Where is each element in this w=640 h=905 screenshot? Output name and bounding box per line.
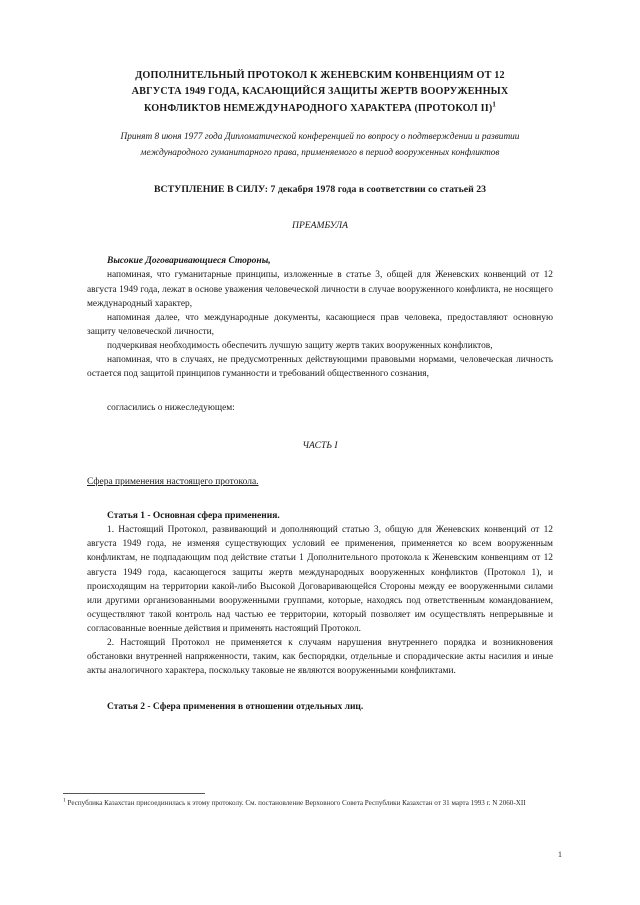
footnote-separator-rule <box>63 793 205 794</box>
article-1-heading: Статья 1 - Основная сфера применения. <box>107 511 280 522</box>
preamble-paragraph-4: напоминая, что в случаях, не предусмотренных действующими правовыми нормами, человеческая личность остается под защитой принципов гуманности и требований общественного сознания, <box>87 354 553 380</box>
preamble-paragraph-2: напоминая далее, что международные документы, касающиеся прав человека, предоставляют основную защиту человеческой личности, <box>87 312 553 337</box>
document-title-line-2: АВГУСТА 1949 ГОДА, КАСАЮЩИЙСЯ ЗАЩИТЫ ЖЕРТВ ВООРУЖЕННЫХ <box>131 86 509 98</box>
preamble-paragraph-1: напоминая, что гуманитарные принципы, изложенные в статье 3, общей для Женевских конвенций от 12 августа 1949 года, лежат в основе уважения человеческой личности в случае вооруженного конфликта, не носящего международный характер, <box>87 270 553 309</box>
preamble-heading: ПРЕАМБУЛА <box>292 220 348 232</box>
document-title <box>87 68 553 117</box>
adoption-note: Принят 8 июня 1977 года Дипломатической конференцией по вопросу о подтверждении и развитии международного гуманитарного права, применяемого в период вооруженных конфликтов <box>120 132 520 158</box>
title-footnote-marker: 1 <box>492 100 497 109</box>
high-contracting-parties-lead-in: Высокие Договаривающиеся Стороны, <box>107 256 271 267</box>
document-title-line-3: КОНФЛИКТОВ НЕМЕЖДУНАРОДНОГО ХАРАКТЕРА (ПРОТОКОЛ II) <box>143 102 493 114</box>
entry-into-force-line: ВСТУПЛЕНИЕ В СИЛУ: 7 декабря 1978 года в соответствии со статьей 23 <box>153 184 486 196</box>
footnote-text: Республика Казахстан присоединилась к этому протоколу. См. постановление Верховного Совета Республики Казахстан от 31 марта 1993 г. N 2060-XII <box>67 799 526 807</box>
footnote-1 <box>63 798 563 810</box>
article-1-paragraph-1: 1. Настоящий Протокол, развивающий и дополняющий статью 3, общую для Женевских конвенций от 12 августа 1949 года, не изменяя существующих условий ее применения, применяется ко всем вооруженным конфликтам, не подпадающим под действие статьи 1 Дополнительного протокола к Женевским конвенциям от 12 августа 1949 года, касающегося защиты жертв международных вооруженных конфликтов (Протокол 1), и происходящим на территории какой-либо Высокой Договаривающейся Стороны между ее вооруженными силами или другими организованными вооруженными группами, которые, находясь под ответственным командованием, осуществляют такой контроль над частью ее территории, который позволяет им осуществлять непрерывные и согласованные военные действия и применять настоящий Протокол. <box>87 525 553 634</box>
preamble-paragraph-3: подчеркивая необходимость обеспечить лучшую защиту жертв таких вооруженных конфликтов, <box>107 340 493 351</box>
agreed-line: согласились о нижеследующем: <box>107 403 235 414</box>
document-body <box>87 68 553 714</box>
part-one-heading: ЧАСТЬ I <box>302 440 338 452</box>
footnote-area <box>63 793 563 810</box>
article-2-heading: Статья 2 - Сфера применения в отношении отдельных лиц. <box>107 702 364 713</box>
document-title-line-1: ДОПОЛНИТЕЛЬНЫЙ ПРОТОКОЛ К ЖЕНЕВСКИМ КОНВЕНЦИЯМ ОТ 12 <box>135 70 505 81</box>
footnote-marker: 1 <box>63 797 66 804</box>
scope-section-title <box>87 475 553 489</box>
scope-section-title-text: Сфера применения настоящего протокола. <box>87 477 259 488</box>
article-1-paragraph-2: 2. Настоящий Протокол не применяется к случаям нарушения внутреннего порядка и возникновения обстановки внутренней напряженности, таким, как беспорядки, отдельные и спорадические акты насилия и иные акты аналогичного характера, поскольку таковые не являются вооруженными конфликтами. <box>87 638 553 677</box>
page-number: 1 <box>557 850 563 859</box>
